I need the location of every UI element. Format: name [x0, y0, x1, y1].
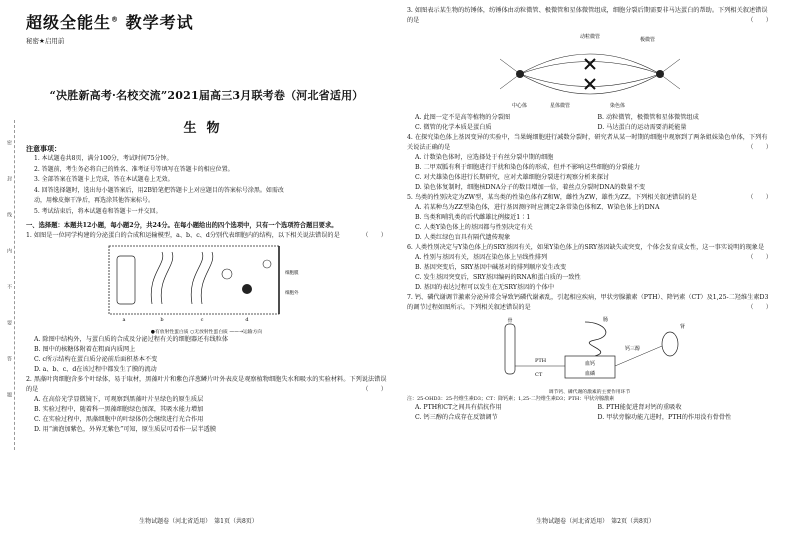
- note: 注：25-OHD3：25-羟维生素D3；CT：降钙素；1,25-二羟维生素D3；PTH：甲状旁腺激素: [407, 396, 615, 402]
- option: C. 发生基因突变后，SRY基因编码的RNA和蛋白质的一致性: [415, 274, 581, 281]
- svg-text:PTH: PTH: [534, 358, 546, 364]
- question-5-stem: 5. 鸟类的性别决定为ZW型，某鸟类的性染色体有Z和W，雌性为ZW，雄性为ZZ。下列相关叙述错误的是 （ ）: [407, 194, 772, 201]
- svg-text:中心体: 中心体: [511, 103, 527, 109]
- notice-item: 5. 考试结束后，将本试题卷和答题卡一并交回。: [34, 207, 162, 215]
- option: A. 若某种鸟为ZZ型染色体，进行基因测序时应测定2条常染色体和Z、W染色体上的DNA: [415, 204, 660, 211]
- svg-text:星体微管: 星体微管: [549, 103, 570, 109]
- fig-label: b: [159, 317, 164, 323]
- fig-side-label: 细胞膜: [284, 271, 298, 276]
- binding-mark: 密: [6, 140, 12, 145]
- binding-mark: 内: [6, 248, 12, 253]
- option: C. 钙三醇的合成存在反馈调节: [415, 414, 498, 421]
- question-7-stem: 7. 钙、磷代谢调节激素分泌异常会导致钙磷代谢紊乱，引起相应疾病，甲状旁腺激素（PTH）、降钙素（CT）及1,25-二羟维生素D3的调节过程如图所示。下列相关叙述错误的是 （ ）: [407, 294, 772, 311]
- option: A. 性别与基因有关，基因在染色体上呈线性排列: [415, 254, 548, 261]
- binding-line: [14, 120, 15, 450]
- svg-text:血钙: 血钙: [584, 361, 595, 367]
- option: A. 在高倍光学显微镜下，可观察到黑藻叶片呈绿色的原生质层: [34, 396, 204, 403]
- secret-label: 秘密★启用前: [26, 37, 65, 45]
- spindle-figure: [490, 29, 690, 111]
- svg-text:肾: 肾: [679, 324, 685, 330]
- question-1-stem: 1. 如图是一位同学构建的分泌蛋白的合成和运输模型，a、b、c、d分别代表细胞内的结构，以下相关说法错误的是 （ ）: [26, 232, 387, 239]
- notice-item: 3. 全部答案在答题卡上完成，答在本试题卷上无效。: [34, 176, 174, 183]
- option: A. 此图一定不是高等植物的分裂图: [415, 114, 511, 121]
- option: D. 马达蛋白的运动需要消耗能量: [597, 124, 687, 131]
- binding-mark: 要: [6, 320, 12, 325]
- option: D. 染色体复制时，细胞核DNA分子的数目增加一倍，着丝点分裂时DNA的数量不变: [415, 184, 646, 191]
- svg-text:CT: CT: [534, 372, 542, 378]
- subject-title: 生物: [183, 121, 230, 136]
- option: C. 人类Y染色体上的基因都与性别决定有关: [415, 224, 533, 231]
- option: D. 用“滴泡加紫色，外界无紫色”可知，原生质层可看作一层半透膜: [34, 426, 217, 433]
- option: D. 人类红绿色盲具有隔代遗传现象: [415, 234, 511, 241]
- exam-title: “决胜新高考·名校交流”2021届高三3月联考卷（河北省适用）: [49, 89, 364, 102]
- svg-text:染色体: 染色体: [609, 103, 625, 109]
- option: B. 二甲双胍有利于细胞进行干扰和染色体的形成，但并不影响这些细胞的分裂能力: [415, 164, 641, 171]
- brand-logo: 超级全能生® 教学考试: [26, 13, 194, 32]
- svg-text:肠: 肠: [602, 317, 608, 323]
- notice-item: 4. 回答选择题时，选出每小题答案后，用2B铅笔把答题卡上对应题目的答案标号涂黑。如需改: [34, 186, 284, 194]
- option: C. 对犬雄染色体进行长期研究，应对犬雄细胞分裂进行观察分析来探讨: [415, 174, 610, 181]
- svg-text:血磷: 血磷: [584, 371, 595, 377]
- notice-item: 2. 答题前，考生务必将自己的姓名、准考证号等填写在答题卡的相应位置。: [34, 165, 234, 173]
- notice-item: 动，用橡皮擦干净后，再选涂其他答案标号。: [34, 197, 155, 204]
- svg-text:动粒微管: 动粒微管: [579, 34, 600, 40]
- notice-list: [26, 154, 387, 217]
- option: A. 计数染色体时，应选择处于有丝分裂中期的细胞: [415, 154, 554, 161]
- binding-mark: 不: [6, 284, 12, 289]
- right-page: [397, 0, 794, 543]
- svg-text:钙三醇: 钙三醇: [624, 346, 640, 352]
- footer-left: 生物试题卷（河北省适用） 第1页（共8页）: [139, 518, 258, 525]
- question-6-stem: 6. 人类性别决定与Y染色体上的SRY基因有关，如果Y染色体上的SRY基因缺失或突变，个体会发育成女性，这一事实说明的现象是 （ ）: [407, 244, 772, 261]
- secretion-model-figure: [107, 244, 307, 326]
- option: C. 在实验过程中，黑藻细胞中的叶绿体仍会继续进行光合作用: [34, 416, 204, 423]
- question-4-stem: 4. 在探究染色体上基因变异的实验中，当果蝇细胞进行减数分裂时，研究者从某一时期的细胞中观察到了两条姐妹染色单体，下列有关说法正确的是 （ ）: [407, 134, 772, 151]
- option: A. 除图中结构外，与蛋白质的合成及分泌过程有关的细胞器还有线粒体: [34, 336, 229, 343]
- notice-item: 1. 本试题卷共8页，满分100分，考试时间75分钟。: [34, 155, 173, 162]
- figure-caption: 调节钙、磷代谢的激素的主要作用环节: [548, 390, 631, 395]
- option: B. 鸟类和哺乳类的后代雌雄比例接近1∶1: [415, 214, 531, 221]
- fig-label: a: [122, 317, 125, 323]
- binding-mark: 答: [6, 356, 12, 361]
- option: B. 基因突变后，SRY基因中碱基对的排列顺序发生改变: [415, 264, 567, 271]
- binding-mark: 封: [6, 176, 12, 181]
- option: B. PTH能促进肾对钙的重吸收: [597, 404, 682, 411]
- calcium-regulation-figure: [485, 316, 695, 386]
- binding-mark: 题: [6, 392, 12, 397]
- binding-mark: 线: [6, 212, 12, 217]
- option: D. 基因的表达过程可以发生在无SRY基因的个体中: [415, 284, 555, 291]
- fig-label: d: [244, 317, 249, 323]
- option: C. 微管的化学本质是蛋白质: [415, 124, 492, 131]
- figure-legend: ●有放射性蛋白质 ○无放射性蛋白质 ——→运输方向: [150, 330, 263, 335]
- option: D. 甲状旁腺功能亢进时，PTH的作用没有骨骨性: [597, 414, 732, 421]
- svg-text:极微管: 极微管: [639, 37, 655, 43]
- notice-heading: 注意事项：: [26, 144, 61, 153]
- option: D. a、b、c、d在该过程中都发生了膜的流动: [34, 366, 157, 373]
- option: B. 图中的核糖体附着在粗面内质网上: [34, 346, 136, 353]
- option: B. 动粒微管，极微管和星体微管组成: [597, 114, 699, 121]
- fig-side-label: 细胞外: [284, 291, 298, 296]
- section-heading: 一、选择题：本题共12小题，每小题2分，共24分。在每小题给出的四个选项中，只有一个选项符合题目要求。: [26, 222, 338, 229]
- svg-text:骨: 骨: [506, 318, 513, 324]
- option: C. c所示结构在蛋白质分泌前后面积基本不变: [34, 356, 158, 363]
- question-2-stem: 2. 黑藻叶肉细胞含多个叶绿体，易于取材，黑藻叶片和紫色洋葱鳞片叶外表皮是观察植物细胞失水和吸水的实验材料。下列说法错误的是 （ ）: [26, 376, 387, 393]
- footer-right: 生物试题卷（河北省适用） 第2页（共8页）: [536, 518, 655, 525]
- option: A. PTH和CT之间具有拮抗作用: [415, 404, 502, 411]
- fig-label: c: [200, 317, 203, 323]
- option: B. 实验过程中，随着科一黑藻细胞绿色加深，其吸水能力增加: [34, 406, 204, 413]
- question-3-stem: 3. 如图表示某生物的纺锤体，纺锤体由动粒微管、极微管和星体微管组成，细胞分裂后期需要非马达蛋白的帮助。下列相关叙述错误的是 （ ）: [407, 7, 772, 24]
